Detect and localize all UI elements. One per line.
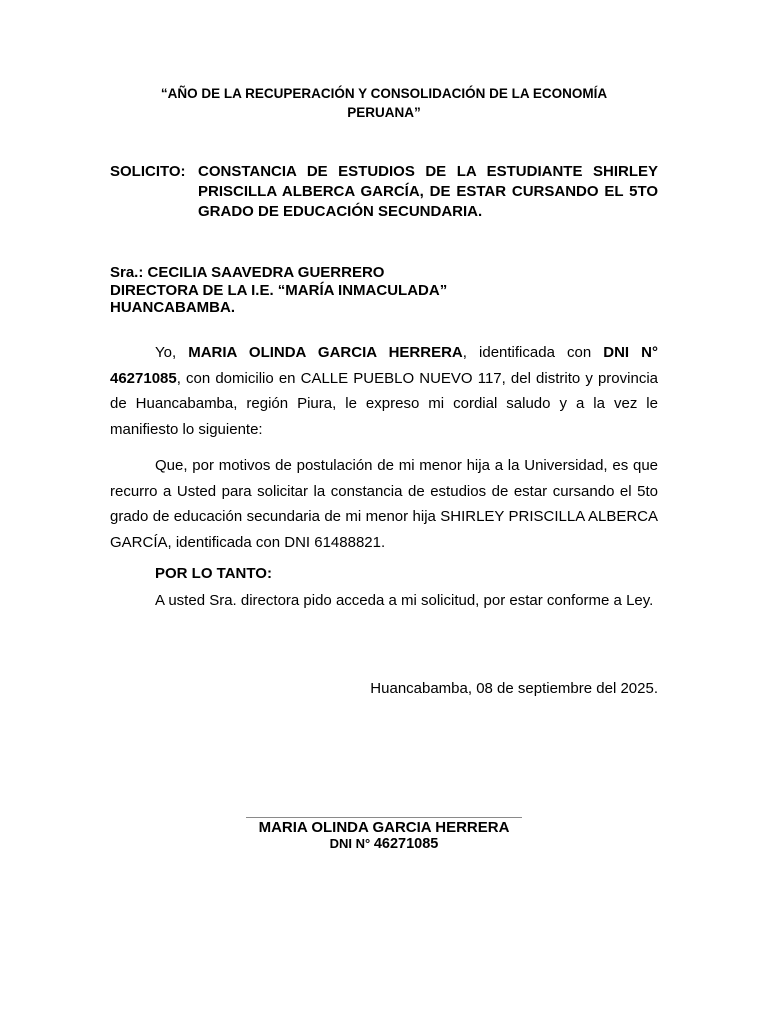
solicito-block xyxy=(110,162,658,222)
intro-rest-text: , con domicilio en CALLE PUEBLO NUEVO 117, del distrito y provincia de Huancabamba, región Piura, le expreso mi cordial saludo y a la vez le manifiesto lo siguiente: xyxy=(110,369,658,438)
title-line-2: PERUANA” xyxy=(347,105,421,120)
letter-date: Huancabamba, 08 de septiembre del 2025. xyxy=(370,680,658,697)
addressee-city: HUANCABAMBA. xyxy=(110,299,235,316)
addressee-name: Sra.: CECILIA SAAVEDRA GUERRERO xyxy=(110,264,385,281)
addressee-title: DIRECTORA DE LA I.E. “MARÍA INMACULADA” xyxy=(110,281,448,299)
letter-body xyxy=(110,340,658,611)
intro-mid-text: , identificada con xyxy=(462,344,604,361)
document-title xyxy=(110,84,658,122)
solicito-text: CONSTANCIA DE ESTUDIOS DE LA ESTUDIANTE SHIRLEY PRISCILLA ALBERCA GARCÍA, DE ESTAR CURSANDO EL 5TO GRADO DE EDUCACIÓN SECUNDARIA. xyxy=(198,163,658,220)
paragraph-request: Que, por motivos de postulación de mi menor hija a la Universidad, es que recurro a Usted para solicitar la constancia de estudios de estar cursando el 5to grado de educación secundaria de mi menor hija SHIRLEY PRISCILLA ALBERCA GARCÍA, identificada con DNI 61488821. xyxy=(110,457,658,551)
por-lo-tanto-heading: POR LO TANTO: xyxy=(155,565,272,582)
signature-name: MARIA OLINDA GARCIA HERRERA xyxy=(258,819,510,836)
applicant-name: MARIA OLINDA GARCIA HERRERA xyxy=(188,344,463,361)
solicito-label: SOLICITO: xyxy=(110,163,186,180)
paragraph-introduction xyxy=(110,340,658,442)
applicant-dni: DNI N° 46271085 xyxy=(110,344,658,387)
signature-dni-number: 46271085 xyxy=(373,836,439,852)
title-line-1: “AÑO DE LA RECUPERACIÓN Y CONSOLIDACIÓN DE LA ECONOMÍA xyxy=(160,86,608,101)
paragraph-closing: A usted Sra. directora pido acceda a mi solicitud, por estar conforme a Ley. xyxy=(155,592,654,609)
signature-line xyxy=(246,817,522,818)
signature-dni xyxy=(110,836,658,852)
intro-text: Yo, xyxy=(155,344,189,361)
addressee-block xyxy=(110,264,658,317)
signature-dni-label: DNI N° xyxy=(329,836,371,851)
